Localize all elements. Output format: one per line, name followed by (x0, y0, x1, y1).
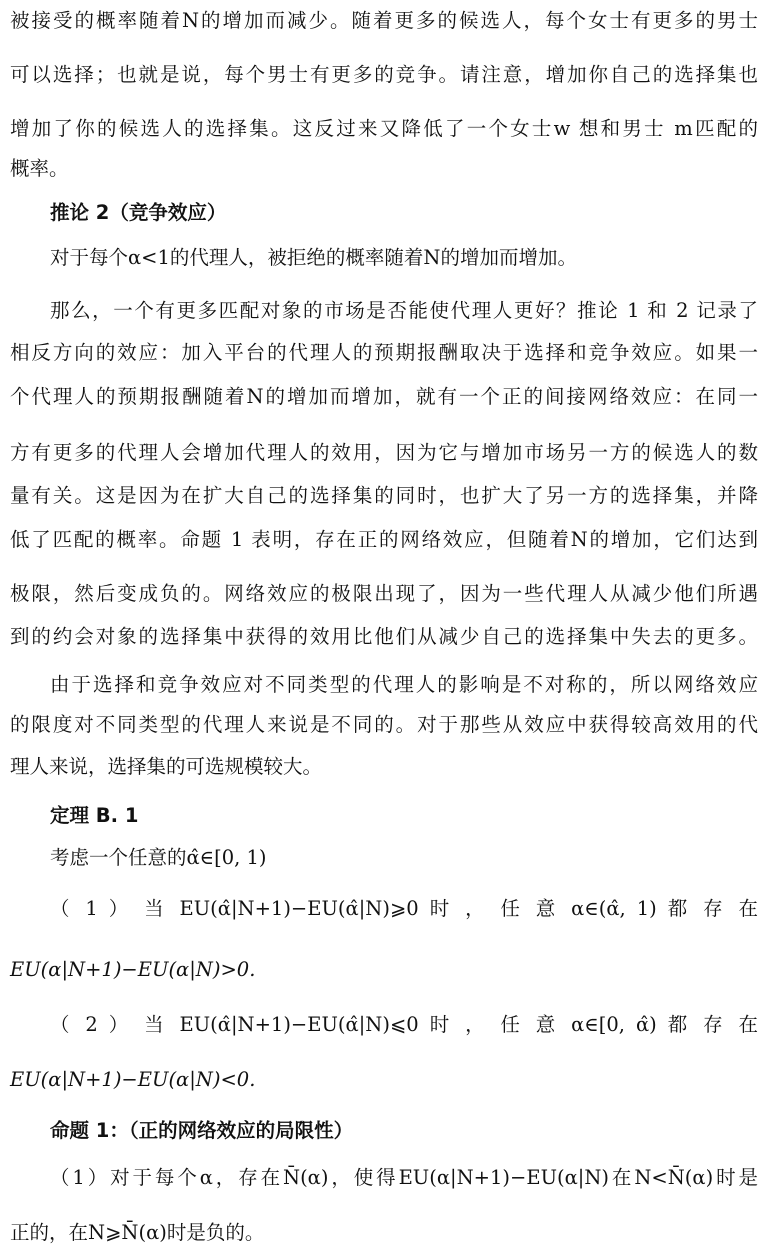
proposition-1-line2: 正的，在N⩾N̄(α)时是负的。 (10, 1221, 265, 1244)
para2-line7: 极限，然后变成负的。网络效应的极限出现了，因为一些代理人从减少他们所遇 (10, 582, 758, 605)
para2-line4: 方有更多的代理人会增加代理人的效用，因为它与增加市场另一方的候选人的数 (10, 441, 758, 464)
para2-line5: 量有关。这是因为在扩大自己的选择集的同时，也扩大了另一方的选择集，并降 (10, 484, 758, 507)
para3-line3: 理人来说，选择集的可选规模较大。 (10, 755, 323, 778)
theorem-b1-item2-line1: （ 2 ） 当 EU(α̂|N+1)−EU(α̂|N)⩽0 时 ， 任 意 α∈[0, α̂) 都 存 在 (50, 1013, 758, 1036)
proposition-1-line1: （1）对于每个α，存在N̄(α)，使得EU(α|N+1)−EU(α|N)在N<N̄(α)时是 (50, 1166, 758, 1189)
corollary-2-title: 推论 2（竞争效应） (50, 201, 227, 224)
theorem-b1-intro: 考虑一个任意的α̂∈[0, 1) (50, 846, 267, 869)
theorem-b1-item1-line1: （ 1 ） 当 EU(α̂|N+1)−EU(α̂|N)⩾0 时 ， 任 意 α∈(α̂, 1) 都 存 在 (50, 897, 758, 920)
para2-line8: 到的约会对象的选择集中获得的效用比他们从减少自己的选择集中失去的更多。 (10, 625, 758, 648)
theorem-b1-title: 定理 B. 1 (50, 804, 139, 827)
para1-line4: 概率。 (10, 157, 69, 180)
theorem-b1-item2-line2: EU(α|N+1)−EU(α|N)<0. (10, 1068, 256, 1091)
para3-line1: 由于选择和竞争效应对不同类型的代理人的影响是不对称的，所以网络效应 (50, 673, 758, 696)
para2-line2: 相反方向的效应：加入平台的代理人的预期报酬取决于选择和竞争效应。如果一 (10, 341, 758, 364)
proposition-1-title: 命题 1：（正的网络效应的局限性） (50, 1119, 354, 1142)
para2-line6: 低了匹配的概率。命题 1 表明，存在正的网络效应，但随着N的增加，它们达到 (10, 528, 758, 551)
corollary-2-text: 对于每个α<1的代理人，被拒绝的概率随着N的增加而增加。 (50, 246, 577, 269)
para3-line2: 的限度对不同类型的代理人来说是不同的。对于那些从效应中获得较高效用的代 (10, 713, 758, 736)
para1-line2: 可以选择；也就是说，每个男士有更多的竞争。请注意，增加你自己的选择集也 (10, 63, 758, 86)
theorem-b1-item1-line2: EU(α|N+1)−EU(α|N)>0. (10, 958, 256, 981)
para2-line3: 个代理人的预期报酬随着N的增加而增加，就有一个正的间接网络效应：在同一 (10, 385, 758, 408)
para1-line3: 增加了你的候选人的选择集。这反过来又降低了一个女士w 想和男士 m匹配的 (10, 117, 758, 140)
para2-line1: 那么，一个有更多匹配对象的市场是否能使代理人更好？推论 1 和 2 记录了 (50, 299, 758, 322)
para1-line1: 被接受的概率随着N的增加而减少。随着更多的候选人，每个女士有更多的男士 (10, 9, 758, 32)
